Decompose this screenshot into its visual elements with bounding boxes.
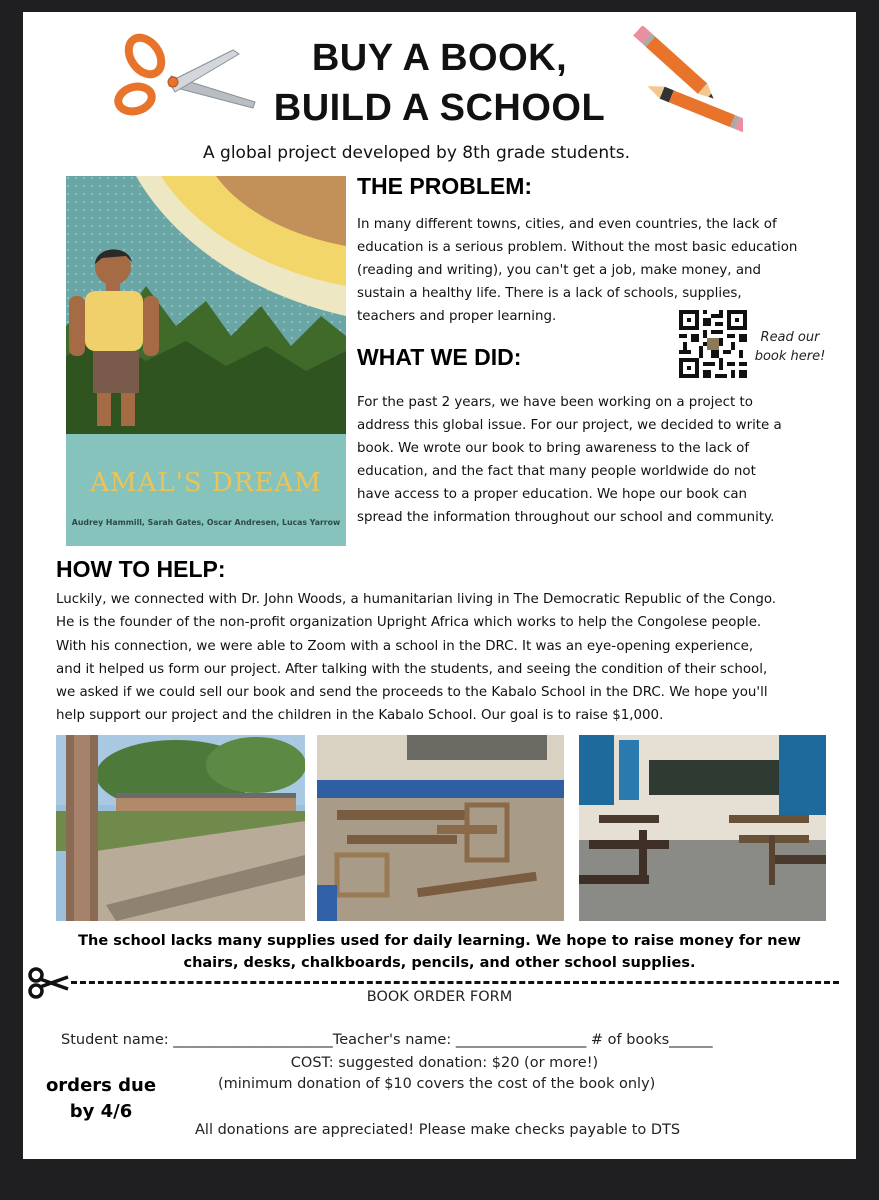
orders-due-line: orders due xyxy=(45,1075,157,1096)
classroom-floor-photo xyxy=(317,735,564,921)
how-to-help-line: With his connection, we were able to Zoom with a school in the DRC. It was an eye-opening experience, xyxy=(56,638,754,654)
orders-due xyxy=(41,1073,161,1125)
order-form-title: BOOK ORDER FORM xyxy=(366,989,513,1005)
problem-line: sustain a healthy life. There is a lack of schools, supplies, xyxy=(357,286,742,301)
orders-due-line: by 4/6 xyxy=(69,1101,133,1122)
how-to-help-text xyxy=(56,588,776,728)
problem-line: (reading and writing), you can't get a job, make money, and xyxy=(357,263,762,278)
what-we-did-line: have access to a proper education. We hope our book can xyxy=(357,487,748,502)
donation-footer: All donations are appreciated! Please make checks payable to DTS xyxy=(195,1122,681,1138)
empty-classroom-photo xyxy=(579,735,826,921)
minimum-donation-text: (minimum donation of $10 covers the cost of the book only) xyxy=(218,1076,656,1092)
what-we-did-line: address this global issue. For our project, we decided to write a xyxy=(357,418,782,433)
cost-text: COST: suggested donation: $20 (or more!) xyxy=(290,1055,599,1071)
how-to-help-line: Luckily, we connected with Dr. John Woods, a humanitarian living in The Democratic Republic of the Congo. xyxy=(56,592,777,607)
problem-line: teachers and proper learning. xyxy=(357,309,557,324)
photos-caption-line: The school lacks many supplies used for daily learning. We hope to raise money for new xyxy=(78,933,801,949)
what-we-did-line: For the past 2 years, we have been working on a project to xyxy=(357,395,753,410)
problem-line: education is a serious problem. Without the most basic education xyxy=(357,240,798,255)
problem-heading: THE PROBLEM: xyxy=(357,173,533,199)
page-title-line1: BUY A BOOK, xyxy=(311,37,568,79)
how-to-help-line: we asked if we could sell our book and send the proceeds to the Kabalo School in the DRC. We hope you'll xyxy=(56,685,768,701)
book-cover-authors: Audrey Hammill, Sarah Gates, Oscar Andresen, Lucas Yarrow xyxy=(71,518,341,527)
what-we-did-line: book. We wrote our book to bring awareness to the lack of xyxy=(357,441,750,456)
order-form-fields[interactable]: Student name: ______________________Teacher's name: __________________ # of books______ xyxy=(61,1032,713,1048)
photos-caption xyxy=(23,930,856,974)
qr-caption-line: book here! xyxy=(754,349,826,364)
cut-line xyxy=(71,981,839,984)
what-we-did-heading: WHAT WE DID: xyxy=(357,344,522,370)
qr-caption xyxy=(751,328,829,366)
how-to-help-heading: HOW TO HELP: xyxy=(56,556,226,582)
page-title-line2: BUILD A SCHOOL xyxy=(273,87,606,129)
school-yard-photo xyxy=(56,735,305,921)
what-we-did-line: education, and the fact that many people worldwide do not xyxy=(357,464,756,479)
what-we-did-line: spread the information throughout our school and community. xyxy=(357,510,775,525)
how-to-help-line: He is the founder of the non-profit organization Upright Africa which works to help the Congolese people. xyxy=(56,615,762,631)
how-to-help-line: help support our project and the children in the Kabalo School. Our goal is to raise $1,000. xyxy=(56,708,664,724)
photos-caption-line: chairs, desks, chalkboards, pencils, and other school supplies. xyxy=(183,955,696,971)
what-we-did-text xyxy=(357,391,782,529)
flyer-page xyxy=(23,12,856,1159)
problem-line: In many different towns, cities, and even countries, the lack of xyxy=(357,217,777,232)
qr-code[interactable] xyxy=(679,310,747,378)
page-subtitle: A global project developed by 8th grade students. xyxy=(203,143,631,163)
how-to-help-line: and it helped us form our project. After talking with the students, and seeing the condition of their school, xyxy=(56,661,768,677)
qr-caption-line: Read our xyxy=(760,330,820,345)
book-cover xyxy=(66,176,346,546)
book-cover-title: AMAL'S DREAM xyxy=(90,468,322,498)
